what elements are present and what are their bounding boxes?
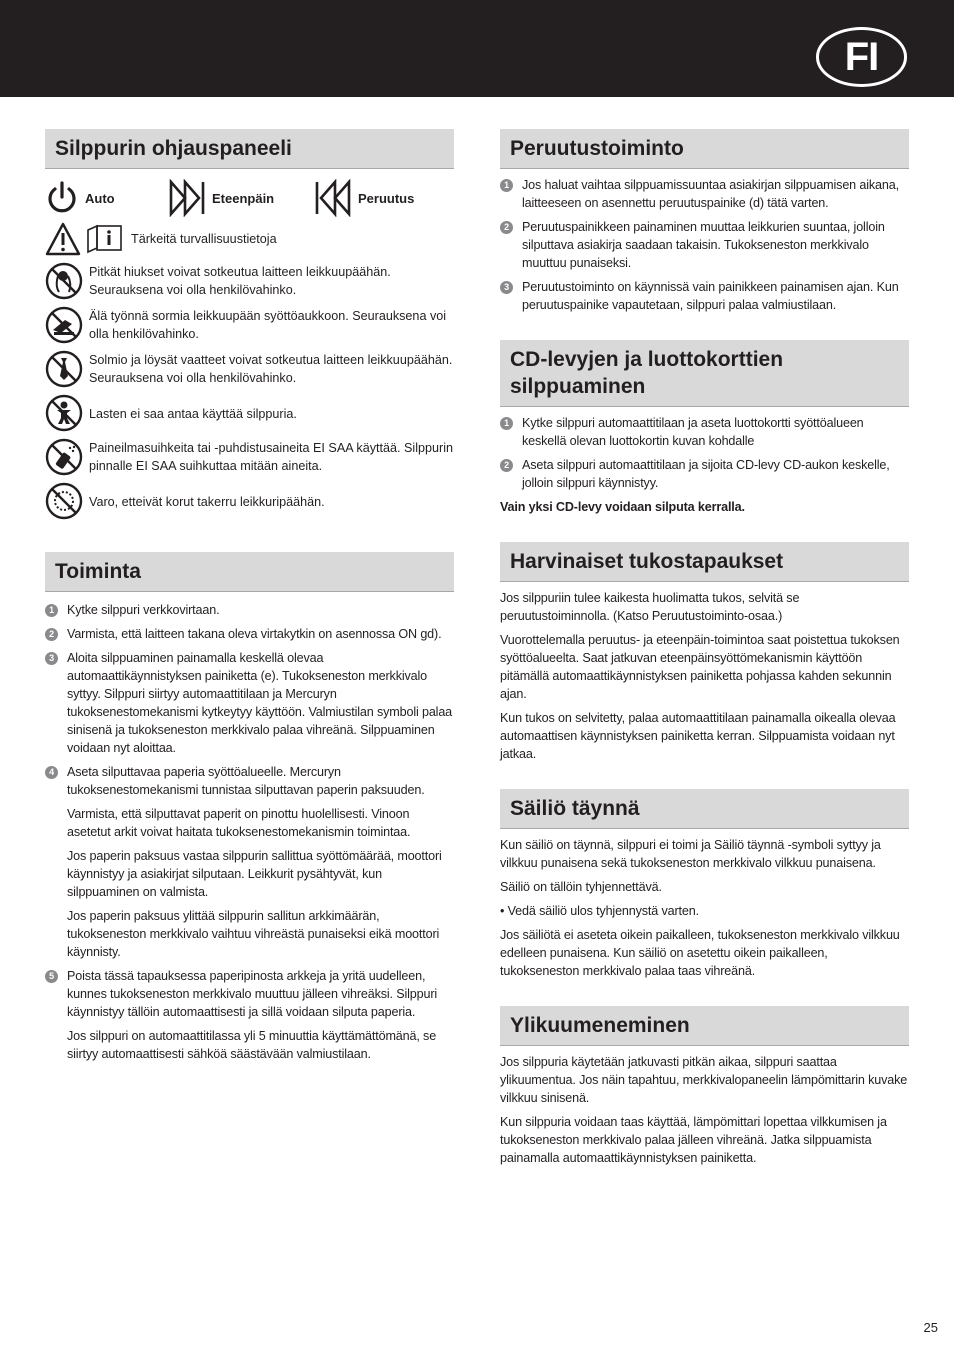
no-aerosol-icon bbox=[45, 438, 83, 476]
step-number-badge: 2 bbox=[45, 628, 58, 641]
no-jewelry-icon bbox=[45, 482, 83, 520]
overheat-para-1: Jos silppuria käytetään jatkuvasti pitkän aikaa, silppuri saattaa ylikuumentua. Jos näin tapahtuu, merkkivalopaneelin lämpömittarin kuvake vilkkuu sinisenä. bbox=[500, 1055, 908, 1105]
operation-step-4 bbox=[45, 763, 454, 799]
operation-step-1 bbox=[45, 601, 454, 619]
step-number-badge: 1 bbox=[500, 417, 513, 430]
bin-full-para-4: Jos säiliötä ei aseteta oikein paikalleen, tukokseneston merkkivalo vilkkuu edelleen punaisena. Kun säiliö on asetettu oikein paikalleen, tukokseneston merkkivalo palaa taas vihreänä. bbox=[500, 928, 900, 978]
reverse-step-1-text: Jos haluat vaihtaa silppuamissuuntaa asiakirjan silppuamisen aikana, laitteeseen on asennettu peruutuspainike (d) tätä varten. bbox=[522, 178, 899, 210]
rare-jams-heading: Harvinaiset tukostapaukset bbox=[500, 542, 909, 582]
warning-fingers-text: Älä työnnä sormia leikkuupään syöttöaukkoon. Seurauksena voi olla henkilövahinko. bbox=[89, 309, 447, 341]
step-number-badge: 2 bbox=[500, 459, 513, 472]
safety-info-row bbox=[45, 222, 454, 256]
no-long-hair-icon bbox=[45, 262, 83, 300]
reverse-step-2-text: Peruutuspainikkeen painaminen muuttaa leikkurien suuntaa, jolloin silputtava asiakirja saadaan takaisin. Tukokseneston merkkivalo muuttuu punaiseksi. bbox=[522, 220, 885, 270]
control-panel-heading: Silppurin ohjauspaneeli bbox=[45, 129, 454, 169]
reverse-step-1 bbox=[500, 176, 909, 212]
step-number-badge: 4 bbox=[45, 766, 58, 779]
cd-cards-body bbox=[500, 414, 909, 516]
operation-step-4-para-2: Varmista, että silputtavat paperit on pinottu huolellisesti. Vinoon asetetut arkit voivat haitata tukoksenestomekanismin toimintaa. bbox=[67, 807, 411, 839]
cd-cards-step-2 bbox=[500, 456, 909, 492]
warning-tie-text: Solmio ja löysät vaatteet voivat sotkeutua laitteen leikkuupäähän. Seurauksena voi olla henkilövahinko. bbox=[89, 353, 453, 385]
warning-jewelry bbox=[45, 482, 454, 520]
page-number: 25 bbox=[923, 1320, 938, 1335]
step-number-badge: 2 bbox=[500, 221, 513, 234]
no-fingers-icon bbox=[45, 306, 83, 344]
manual-info-icon bbox=[85, 224, 125, 254]
cd-cards-step-1-text: Kytke silppuri automaattitilaan ja aseta luottokortti syöttöalueen keskellä olevan luottokortin kuvan kohdalle bbox=[522, 416, 864, 448]
rare-jams-para-1: Jos silppuriin tulee kaikesta huolimatta tukos, selvitä se peruutustoiminnolla. (Katso Peruutustoiminto-osaa.) bbox=[500, 591, 800, 623]
control-reverse bbox=[314, 179, 414, 217]
operation-step-2 bbox=[45, 625, 454, 643]
rare-jams-para-3: Kun tukos on selvitetty, palaa automaattitilaan painamalla oikealla olevaa automaattisen käynnistyksen painiketta kerran. Silppuamista voidaan nyt jatkaa. bbox=[500, 711, 896, 761]
operation-step-2-text: Varmista, että laitteen takana oleva virtakytkin on asennossa ON gd). bbox=[67, 627, 442, 641]
step-number-badge: 1 bbox=[45, 604, 58, 617]
operation-heading: Toiminta bbox=[45, 552, 454, 592]
cd-cards-note: Vain yksi CD-levy voidaan silputa kerralla. bbox=[500, 500, 745, 514]
control-reverse-label: Peruutus bbox=[358, 190, 415, 206]
language-badge: FI bbox=[816, 27, 907, 87]
bin-full-para-3: • Vedä säiliö ulos tyhjennystä varten. bbox=[500, 904, 699, 918]
overheat-body bbox=[500, 1053, 909, 1167]
rare-jams-body bbox=[500, 589, 909, 763]
step-number-badge: 3 bbox=[500, 281, 513, 294]
reverse-icon bbox=[314, 179, 352, 217]
warning-triangle-icon bbox=[45, 222, 81, 256]
step-number-badge: 1 bbox=[500, 179, 513, 192]
operation-step-5-text: Poista tässä tapauksessa paperipinosta arkkeja ja yritä uudelleen, kunnes tukokseneston merkkivalo muuttuu jälleen vihreäksi. Silppuri käynnistyy tällöin automaattisesti ja sillä voidaan silputa paperia. bbox=[67, 969, 438, 1019]
no-tie-icon bbox=[45, 350, 83, 388]
right-column bbox=[500, 129, 909, 1173]
warning-aerosol-text: Paineilmasuihkeita tai -puhdistusaineita EI SAA käyttää. Silppurin pinnalle EI SAA suihkuttaa mitään aineita. bbox=[89, 441, 454, 473]
overheat-para-2: Kun silppuria voidaan taas käyttää, lämpömittari lopettaa vilkkumisen ja tukokseneston merkkivalo palaa jälleen vihreänä. Jatka silppuamista painamalla automaattikäynnistyksen painiketta. bbox=[500, 1115, 887, 1165]
control-auto bbox=[45, 181, 168, 215]
cd-cards-heading: CD-levyjen ja luottokorttien silppuaminen bbox=[500, 340, 909, 407]
bin-full-body bbox=[500, 836, 909, 980]
control-forward bbox=[168, 179, 314, 217]
reverse-step-2 bbox=[500, 218, 909, 272]
warning-tie bbox=[45, 350, 454, 388]
operation-step-4-text: Aseta silputtavaa paperia syöttöalueelle. Mercuryn tukoksenestomekanismi tunnistaa silputtavan paperin paksuuden. bbox=[67, 765, 425, 797]
operation-step-4-para-4: Jos paperin paksuus ylittää silppurin sallitun arkkimäärän, tukokseneston merkkivalo vaihtuu vihreästä punaiseksi eikä moottori käynnisty. bbox=[67, 909, 440, 959]
bin-full-para-2: Säiliö on tällöin tyhjennettävä. bbox=[500, 880, 662, 894]
reverse-body bbox=[500, 176, 909, 314]
warning-aerosol bbox=[45, 438, 454, 476]
forward-icon bbox=[168, 179, 206, 217]
operation-step-3 bbox=[45, 649, 454, 757]
reverse-step-3 bbox=[500, 278, 909, 314]
operation-step-3-text: Aloita silppuaminen painamalla keskellä olevaa automaattikäynnistyksen painiketta (e). Tukokseneston merkkivalo syttyy. Silppuri siirtyy automaattitilaan ja Mercuryn tukoksenestomekanismi kytkeytyy käyttöön. Valmiustilan symboli palaa sinisenä ja tukokseneston merkkivalo palaa vihreänä. Silppuaminen voidaan nyt aloittaa. bbox=[67, 651, 453, 755]
overheat-heading: Ylikuumeneminen bbox=[500, 1006, 909, 1046]
warning-jewelry-text: Varo, etteivät korut takerru leikkuripäähän. bbox=[89, 494, 325, 509]
warning-fingers bbox=[45, 306, 454, 344]
warning-long-hair-text: Pitkät hiukset voivat sotkeutua laitteen leikkuupäähän. Seurauksena voi olla henkilövahinko. bbox=[89, 265, 391, 297]
left-column bbox=[45, 129, 454, 1069]
warning-children bbox=[45, 394, 454, 432]
step-number-badge: 3 bbox=[45, 652, 58, 665]
operation-step-4-para-3: Jos paperin paksuus vastaa silppurin sallittua syöttömäärää, moottori käynnistyy ja asiakirjat silputaan. Leikkurit pysähtyvät, kun silppuaminen on valmista. bbox=[67, 849, 442, 899]
bin-full-para-1: Kun säiliö on täynnä, silppuri ei toimi ja Säiliö täynnä -symboli syttyy ja vilkkuu punaisena sekä tukokseneston merkkivalo vilkkuu punaisena. bbox=[500, 838, 881, 870]
cd-cards-step-2-text: Aseta silppuri automaattitilaan ja sijoita CD-levy CD-aukon keskelle, jolloin silppuri käynnistyy. bbox=[522, 458, 890, 490]
step-number-badge: 5 bbox=[45, 970, 58, 983]
bin-full-heading: Säiliö täynnä bbox=[500, 789, 909, 829]
control-buttons-row bbox=[45, 176, 454, 220]
reverse-step-3-text: Peruutustoiminto on käynnissä vain painikkeen painamisen ajan. Kun peruutuspainike vapautetaan, silppuri palaa valmiustilaan. bbox=[522, 280, 899, 312]
header-bar bbox=[0, 0, 954, 97]
operation-step-5 bbox=[45, 967, 454, 1021]
power-icon bbox=[45, 181, 79, 215]
no-children-icon bbox=[45, 394, 83, 432]
cd-cards-step-1 bbox=[500, 414, 909, 450]
control-forward-label: Eteenpäin bbox=[212, 190, 275, 206]
warning-long-hair bbox=[45, 262, 454, 300]
reverse-heading: Peruutustoiminto bbox=[500, 129, 909, 169]
warning-children-text: Lasten ei saa antaa käyttää silppuria. bbox=[89, 406, 297, 421]
operation-body bbox=[45, 601, 454, 1063]
operation-step-1-text: Kytke silppuri verkkovirtaan. bbox=[67, 603, 220, 617]
control-auto-label: Auto bbox=[85, 190, 115, 206]
operation-step-5-para-2: Jos silppuri on automaattitilassa yli 5 minuuttia käyttämättömänä, se siirtyy automaattisesti sähköä säästävään valmiustilaan. bbox=[67, 1029, 437, 1061]
safety-info-label: Tärkeitä turvallisuustietoja bbox=[131, 232, 277, 246]
rare-jams-para-2: Vuorottelemalla peruutus- ja eteenpäin-toimintoa saat poistettua tukoksen syöttöalueelta. Saat jatkuvan eteenpäinsyöttömekanismin käyttöön pitämällä automaattikäynnistyksen painiketta pohjassa kahden sekunnin ajan. bbox=[500, 633, 900, 701]
